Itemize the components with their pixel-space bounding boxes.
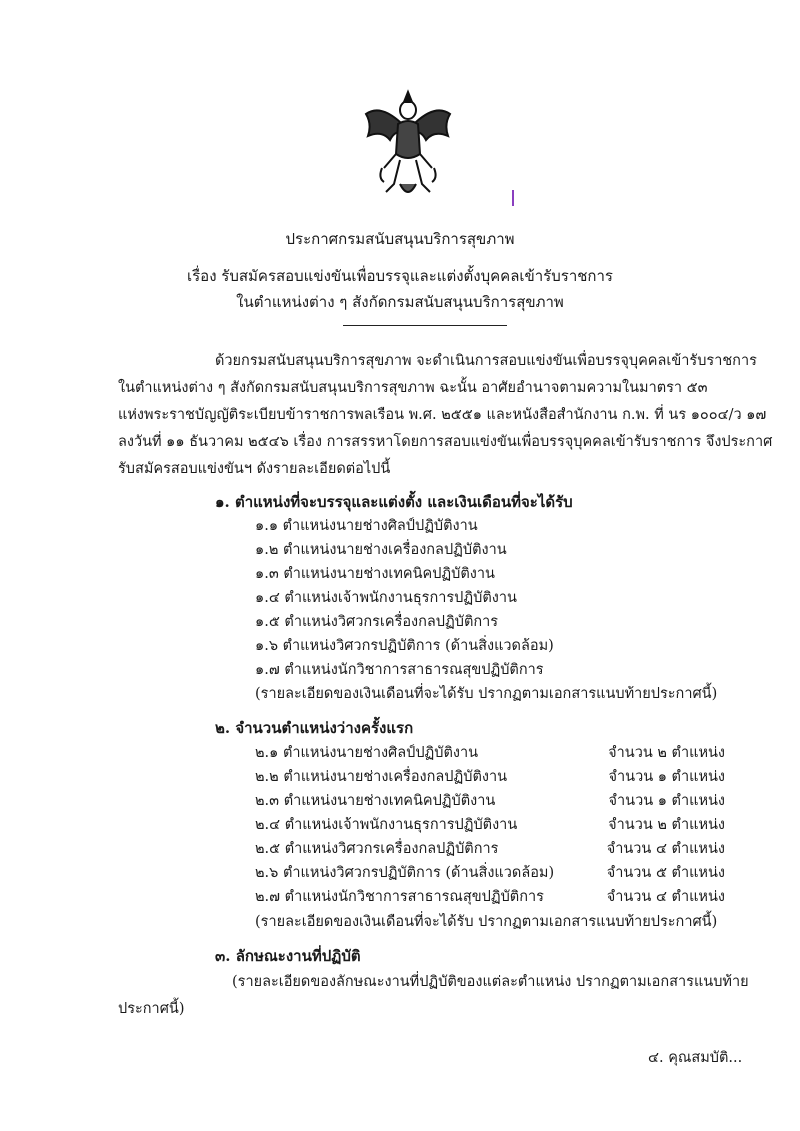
vacancy-row (255, 813, 725, 836)
section-1-heading: ๑. ตำแหน่งที่จะบรรจุและแต่งตั้ง และเงินเดือนที่จะได้รับ (215, 493, 573, 511)
section-1-item: ๑.๕ ตำแหน่งวิศวกรเครื่องกลปฏิบัติการ (255, 614, 499, 630)
section-1-item: ๑.๓ ตำแหน่งนายช่างเทคนิคปฏิบัติงาน (255, 566, 495, 582)
intro-line-4: ลงวันที่ ๑๑ ธันวาคม ๒๕๔๖ เรื่อง การสรรหาโดยการสอบแข่งขันเพื่อบรรจุบุคคลเข้ารับราชการ จึงประกาศ (118, 434, 773, 450)
page-continuation: ๔. คุณสมบัติ... (648, 1050, 743, 1066)
section-3-line-2: ประกาศนี้) (118, 1001, 185, 1017)
title-divider (343, 325, 507, 326)
section-1-item: ๑.๖ ตำแหน่งวิศวกรปฏิบัติการ (ด้านสิ่งแวดล้อม) (255, 638, 554, 654)
vacancy-count: จำนวน ๔ ตำแหน่ง (606, 841, 725, 857)
vacancy-count: จำนวน ๒ ตำแหน่ง (608, 817, 725, 833)
section-2-note: (รายละเอียดของเงินเดือนที่จะได้รับ ปรากฏตามเอกสารแนบท้ายประกาศนี้) (255, 914, 718, 930)
garuda-emblem-icon (360, 84, 456, 204)
vacancy-position: ๒.๕ ตำแหน่งวิศวกรเครื่องกลปฏิบัติการ (255, 841, 499, 857)
section-1-note: (รายละเอียดของเงินเดือนที่จะได้รับ ปรากฏตามเอกสารแนบท้ายประกาศนี้) (255, 686, 718, 702)
subject-line-1: เรื่อง รับสมัครสอบแข่งขันเพื่อบรรจุและแต่งตั้งบุคคลเข้ารับราชการ (187, 267, 613, 285)
announcement-title: ประกาศกรมสนับสนุนบริการสุขภาพ (285, 230, 515, 248)
intro-line-2: ในตำแหน่งต่าง ๆ สังกัดกรมสนับสนุนบริการสุขภาพ ฉะนั้น อาศัยอำนาจตามความในมาตรา ๕๓ (118, 380, 708, 396)
vacancy-position: ๒.๓ ตำแหน่งนายช่างเทคนิคปฏิบัติงาน (255, 793, 496, 809)
intro-line-1: ด้วยกรมสนับสนุนบริการสุขภาพ จะดำเนินการสอบแข่งขันเพื่อบรรจุบุคคลเข้ารับราชการ (215, 353, 757, 369)
vacancy-count: จำนวน ๑ ตำแหน่ง (608, 793, 725, 809)
vacancy-row (255, 741, 725, 764)
intro-line-3: แห่งพระราชบัญญัติระเบียบข้าราชการพลเรือน พ.ศ. ๒๕๕๑ และหนังสือสำนักงาน ก.พ. ที่ นร ๑๐๐๔/ว ๑๗ (118, 407, 767, 423)
section-1-item: ๑.๗ ตำแหน่งนักวิชาการสาธารณสุขปฏิบัติการ (255, 662, 544, 678)
vacancy-row (255, 837, 725, 860)
vacancy-position: ๒.๗ ตำแหน่งนักวิชาการสาธารณสุขปฏิบัติการ (255, 889, 544, 905)
vacancy-position: ๒.๑ ตำแหน่งนายช่างศิลป์ปฏิบัติงาน (255, 745, 479, 761)
vacancy-position: ๒.๒ ตำแหน่งนายช่างเครื่องกลปฏิบัติงาน (255, 769, 507, 785)
section-1-item: ๑.๑ ตำแหน่งนายช่างศิลป์ปฏิบัติงาน (255, 518, 478, 534)
section-3-heading: ๓. ลักษณะงานที่ปฏิบัติ (215, 947, 361, 965)
section-2-heading: ๒. จำนวนตำแหน่งว่างครั้งแรก (215, 719, 414, 737)
vacancy-position: ๒.๔ ตำแหน่งเจ้าพนักงานธุรการปฏิบัติงาน (255, 817, 518, 833)
section-3-line-1: (รายละเอียดของลักษณะงานที่ปฏิบัติของแต่ละตำแหน่ง ปรากฏตามเอกสารแนบท้าย (232, 974, 749, 990)
section-1-item: ๑.๒ ตำแหน่งนายช่างเครื่องกลปฏิบัติงาน (255, 542, 507, 558)
vacancy-row (255, 885, 725, 908)
vacancy-count: จำนวน ๔ ตำแหน่ง (606, 889, 725, 905)
vacancy-row (255, 765, 725, 788)
purple-pen-mark (512, 190, 514, 206)
intro-line-5: รับสมัครสอบแข่งขันฯ ดังรายละเอียดต่อไปนี้ (118, 461, 391, 477)
vacancy-count: จำนวน ๕ ตำแหน่ง (606, 865, 725, 881)
vacancy-count: จำนวน ๒ ตำแหน่ง (608, 745, 725, 761)
vacancy-position: ๒.๖ ตำแหน่งวิศวกรปฏิบัติการ (ด้านสิ่งแวดล้อม) (255, 865, 555, 881)
vacancy-row (255, 789, 725, 812)
vacancy-count: จำนวน ๑ ตำแหน่ง (608, 769, 725, 785)
vacancy-row (255, 861, 725, 884)
subject-line-2: ในตำแหน่งต่าง ๆ สังกัดกรมสนับสนุนบริการสุขภาพ (236, 293, 564, 311)
section-1-item: ๑.๔ ตำแหน่งเจ้าพนักงานธุรการปฏิบัติงาน (255, 590, 517, 606)
